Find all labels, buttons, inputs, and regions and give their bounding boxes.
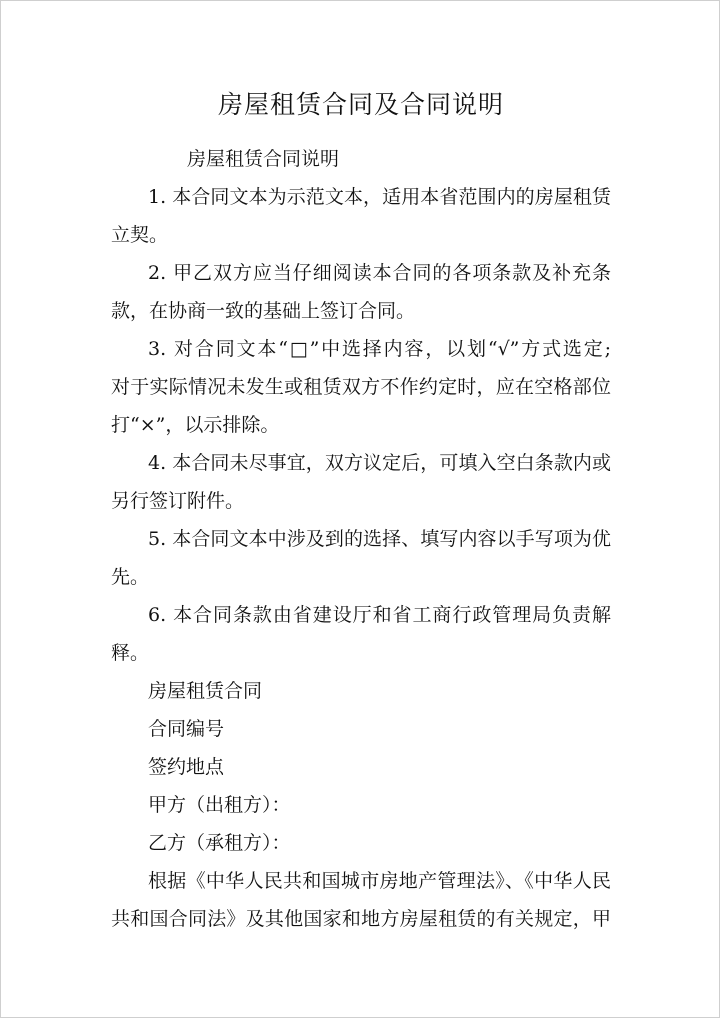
signing-place-label: 签约地点 (148, 756, 225, 778)
paragraph-line: 先。 (111, 566, 150, 588)
paragraph-line: 共和国合同法》及其他国家和地方房屋租赁的有关规定，甲 (111, 908, 611, 930)
contract-heading: 房屋租赁合同 (148, 680, 263, 702)
paragraph-line: 对于实际情况未发生或租赁双方不作约定时，应在空格部位 (111, 376, 611, 398)
party-a-label: 甲方（出租方）： (148, 794, 291, 816)
paragraph-line: 3. 对合同文本“□”中选择内容，以划“√”方式选定; (148, 338, 611, 360)
paragraph-line: 款，在协商一致的基础上签订合同。 (111, 300, 416, 322)
paragraph-line: 4. 本合同未尽事宜，双方议定后，可填入空白条款内或 (148, 452, 611, 474)
paragraph-line: 根据《中华人民共和国城市房地产管理法》、《中华人民 (148, 870, 611, 892)
document-title: 房屋租赁合同及合同说明 (217, 90, 504, 119)
paragraph-line: 2. 甲乙双方应当仔细阅读本合同的各项条款及补充条 (148, 262, 611, 284)
paragraph-line: 打“×”，以示排除。 (111, 414, 280, 436)
contract-number-label: 合同编号 (148, 718, 225, 740)
paragraph-line: 另行签订附件。 (111, 490, 245, 512)
paragraph-line: 立契。 (111, 224, 169, 246)
paragraph-line: 5. 本合同文本中涉及到的选择、填写内容以手写项为优 (148, 528, 611, 550)
party-b-label: 乙方（承租方）： (148, 832, 291, 854)
paragraph-line: 6. 本合同条款由省建设厅和省工商行政管理局负责解 (148, 604, 611, 626)
paragraph-line: 1. 本合同文本为示范文本，适用本省范围内的房屋租赁 (148, 186, 611, 208)
section-heading: 房屋租赁合同说明 (187, 148, 340, 170)
paragraph-line: 释。 (111, 642, 150, 664)
